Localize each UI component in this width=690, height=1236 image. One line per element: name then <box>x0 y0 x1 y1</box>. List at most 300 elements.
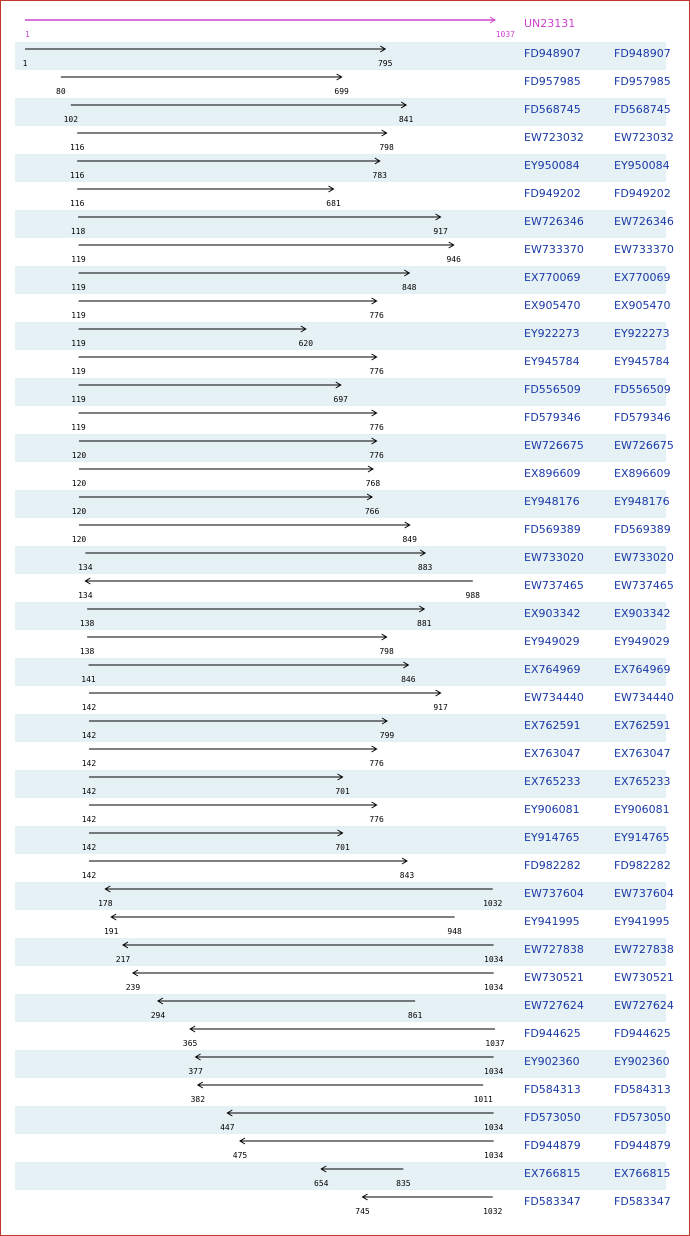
alignment-row <box>15 1050 670 1078</box>
alignment-id-link-secondary[interactable]: EX766815 <box>614 1167 671 1180</box>
alignment-end-label: 861 <box>407 1011 423 1020</box>
alignment-arrow <box>79 242 454 248</box>
alignment-arrow <box>79 298 377 304</box>
alignment-row <box>15 742 671 770</box>
alignment-track <box>15 1134 515 1162</box>
alignment-end-label: 988 <box>465 591 480 600</box>
alignment-row <box>15 210 674 238</box>
alignment-row <box>15 350 670 378</box>
alignment-row <box>15 1022 671 1050</box>
alignment-start-label: 178 <box>98 899 113 908</box>
alignment-row <box>15 462 671 490</box>
alignment-track <box>15 826 515 854</box>
alignment-track <box>15 742 515 770</box>
alignment-end-label: 881 <box>417 619 432 628</box>
alignment-id-link[interactable]: EX765233 <box>524 775 581 788</box>
alignment-id-link-secondary[interactable]: FD569389 <box>614 523 671 536</box>
alignment-track <box>15 462 515 490</box>
alignment-id-link[interactable]: EY949029 <box>524 635 580 648</box>
alignment-id-link-secondary[interactable]: FD944879 <box>614 1139 671 1152</box>
alignment-row <box>15 630 670 658</box>
alignment-row <box>15 574 674 602</box>
alignment-track <box>15 966 515 994</box>
alignment-id-link[interactable]: EY914765 <box>524 831 580 844</box>
alignment-id-link-secondary[interactable]: FD584313 <box>614 1083 671 1096</box>
alignment-end-label: 798 <box>379 647 394 656</box>
alignment-end-label: 1032 <box>483 1207 503 1216</box>
alignment-start-label: 138 <box>79 619 95 628</box>
alignment-id-link-secondary[interactable]: EW723032 <box>614 131 674 144</box>
alignment-id-link[interactable]: EY906081 <box>524 803 580 816</box>
alignment-id-link-secondary[interactable]: FD573050 <box>614 1111 671 1124</box>
alignment-start-label: 120 <box>71 535 87 544</box>
alignment-start-label: 382 <box>190 1095 206 1104</box>
alignment-track <box>15 378 515 406</box>
alignment-id-link-secondary[interactable]: EX770069 <box>614 271 671 284</box>
alignment-arrow <box>77 158 380 164</box>
alignment-id-link-secondary[interactable]: EW727624 <box>614 999 674 1012</box>
alignment-end-label: 795 <box>377 59 393 68</box>
alignment-start-label: 80 <box>56 87 66 96</box>
alignment-end-label: 699 <box>334 87 349 96</box>
alignment-row <box>15 994 674 1022</box>
alignment-start-label: 217 <box>115 955 131 964</box>
alignment-arrow <box>85 578 472 584</box>
alignment-row <box>15 490 670 518</box>
alignment-arrow <box>321 1166 403 1172</box>
alignment-end-label: 846 <box>401 675 416 684</box>
alignment-track <box>15 1190 515 1218</box>
alignment-start-label: 191 <box>103 927 119 936</box>
alignment-id-link-secondary[interactable]: EY950084 <box>614 159 670 172</box>
alignment-end-label: 1037 <box>485 1039 505 1048</box>
alignment-track <box>15 294 515 322</box>
alignment-start-label: 119 <box>71 255 86 264</box>
alignment-row <box>15 882 674 910</box>
alignment-track <box>15 238 515 266</box>
alignment-arrow <box>79 410 377 416</box>
alignment-arrow <box>89 718 387 724</box>
alignment-id-link-secondary[interactable]: EX765233 <box>614 775 671 788</box>
alignment-id-link-secondary[interactable]: EX763047 <box>614 747 671 760</box>
alignment-id-link-secondary[interactable]: FD982282 <box>614 859 671 872</box>
alignment-arrow <box>158 998 415 1004</box>
alignment-id-link[interactable]: EY922273 <box>524 327 580 340</box>
alignment-start-label: 134 <box>78 591 93 600</box>
alignment-id-link[interactable]: EW733020 <box>524 551 584 564</box>
alignment-start-label: 745 <box>355 1207 370 1216</box>
alignment-start-label: 142 <box>81 731 97 740</box>
alignment-id-link[interactable]: EX903342 <box>524 607 581 620</box>
alignment-arrow <box>363 1194 493 1200</box>
alignment-id-link[interactable]: EW737465 <box>524 579 584 592</box>
alignment-id-link-secondary[interactable]: EY906081 <box>614 803 670 816</box>
alignment-id-link[interactable]: EW727838 <box>524 943 584 956</box>
alignment-arrow <box>123 942 494 948</box>
alignment-row <box>15 854 671 882</box>
reference-track <box>0 0 520 42</box>
alignment-row <box>15 1190 671 1218</box>
alignment-track <box>15 434 515 462</box>
alignment-track <box>15 42 515 70</box>
alignment-start-label: 120 <box>71 479 87 488</box>
alignment-track <box>15 1022 515 1050</box>
alignment-track <box>15 1078 515 1106</box>
alignment-start-label: 120 <box>71 507 87 516</box>
alignment-id-link[interactable]: EW733370 <box>524 243 584 256</box>
alignment-row <box>15 322 670 350</box>
alignment-arrow <box>61 74 342 80</box>
alignment-id-link[interactable]: EX770069 <box>524 271 581 284</box>
alignment-row <box>15 770 671 798</box>
alignment-id-link-secondary[interactable]: FD948907 <box>614 47 671 60</box>
alignment-row <box>15 126 674 154</box>
alignment-id-link[interactable]: EX762591 <box>524 719 581 732</box>
alignment-track <box>15 210 515 238</box>
alignment-id-link-secondary[interactable]: EY945784 <box>614 355 670 368</box>
alignment-end-label: 783 <box>372 171 387 180</box>
alignment-row <box>15 910 670 938</box>
alignment-track <box>15 714 515 742</box>
alignment-end-label: 946 <box>446 255 461 264</box>
alignment-end-label: 768 <box>365 479 381 488</box>
alignment-row <box>15 798 670 826</box>
alignment-arrow <box>89 662 409 668</box>
alignment-start-label: 119 <box>71 339 86 348</box>
alignment-id-link-secondary[interactable]: FD944625 <box>614 1027 671 1040</box>
alignment-end-label: 1034 <box>484 983 504 992</box>
alignment-track <box>15 1050 515 1078</box>
alignment-start-label: 142 <box>81 703 97 712</box>
alignment-end-label: 835 <box>396 1179 411 1188</box>
alignment-arrow <box>79 494 372 500</box>
reference-id[interactable]: UN23131 <box>524 17 576 30</box>
alignment-track <box>15 490 515 518</box>
alignment-id-link[interactable]: EX763047 <box>524 747 581 760</box>
alignment-start-label: 118 <box>70 227 86 236</box>
alignment-track <box>15 686 515 714</box>
alignment-track <box>15 602 515 630</box>
alignment-id-link-secondary[interactable]: FD568745 <box>614 103 671 116</box>
alignment-row <box>15 1162 671 1190</box>
alignment-track <box>15 98 515 126</box>
alignment-arrow <box>87 606 424 612</box>
alignment-row <box>15 70 671 98</box>
alignment-id-link[interactable]: EW737604 <box>524 887 584 900</box>
alignment-arrow <box>79 270 410 276</box>
alignment-row <box>15 182 671 210</box>
alignment-id-link[interactable]: EW730521 <box>524 971 584 984</box>
alignment-row <box>15 1106 671 1134</box>
alignment-end-label: 776 <box>369 815 384 824</box>
alignment-row <box>15 378 671 406</box>
alignment-id-link[interactable]: FD556509 <box>524 383 581 396</box>
alignment-track <box>15 518 515 546</box>
alignment-end-label: 776 <box>369 367 384 376</box>
alignment-row <box>15 1078 671 1106</box>
alignment-id-link[interactable]: FD583347 <box>524 1195 581 1208</box>
alignment-arrow <box>87 634 386 640</box>
alignment-id-link-secondary[interactable]: EX762591 <box>614 719 671 732</box>
alignment-track <box>15 994 515 1022</box>
alignment-end-label: 766 <box>364 507 380 516</box>
alignment-id-link-secondary[interactable]: EW737465 <box>614 579 674 592</box>
alignment-id-link[interactable]: EW734440 <box>524 691 584 704</box>
alignment-track <box>15 938 515 966</box>
alignment-arrow <box>79 382 341 388</box>
alignment-end-label: 841 <box>398 115 414 124</box>
alignment-start-label: 1 <box>22 59 28 68</box>
alignment-id-link-secondary[interactable]: FD579346 <box>614 411 671 424</box>
alignment-track <box>15 770 515 798</box>
alignment-arrow <box>227 1110 493 1116</box>
alignment-end-label: 1032 <box>483 899 503 908</box>
alignment-row <box>15 546 674 574</box>
alignment-id-link[interactable]: EW727624 <box>524 999 584 1012</box>
alignment-track <box>15 322 515 350</box>
alignment-end-label: 917 <box>433 703 448 712</box>
alignment-track <box>15 266 515 294</box>
alignment-track <box>15 910 515 938</box>
alignment-id-link[interactable]: FD568745 <box>524 103 581 116</box>
alignment-end-label: 776 <box>369 311 384 320</box>
alignment-row <box>15 714 671 742</box>
alignment-start-label: 116 <box>69 171 85 180</box>
alignment-end-label: 701 <box>335 787 350 796</box>
alignment-track <box>15 126 515 154</box>
alignment-id-link[interactable]: FD573050 <box>524 1111 581 1124</box>
alignment-arrow <box>79 438 377 444</box>
alignment-arrow <box>198 1082 483 1088</box>
alignment-start-label: 116 <box>69 199 85 208</box>
alignment-row <box>15 686 674 714</box>
alignment-id-link-secondary[interactable]: EY922273 <box>614 327 670 340</box>
alignment-end-label: 776 <box>369 451 384 460</box>
alignment-start-label: 142 <box>81 759 97 768</box>
reference-start-label: 1 <box>25 30 30 39</box>
alignment-track <box>15 798 515 826</box>
alignment-end-label: 701 <box>335 843 350 852</box>
alignment-track <box>15 1106 515 1134</box>
alignment-start-label: 142 <box>81 815 97 824</box>
alignment-arrow <box>79 522 410 528</box>
alignment-start-label: 119 <box>71 395 86 404</box>
alignment-id-link-secondary[interactable]: EX903342 <box>614 607 671 620</box>
alignment-row <box>15 434 674 462</box>
alignment-start-label: 116 <box>69 143 85 152</box>
reference-arrow <box>25 17 495 23</box>
alignment-row <box>15 518 671 546</box>
alignment-end-label: 620 <box>298 339 314 348</box>
alignment-start-label: 134 <box>78 563 93 572</box>
alignment-end-label: 798 <box>379 143 394 152</box>
alignment-end-label: 1034 <box>484 955 504 964</box>
alignment-track <box>15 154 515 182</box>
alignment-id-link[interactable]: FD948907 <box>524 47 581 60</box>
alignment-track <box>15 1162 515 1190</box>
alignment-row <box>15 406 671 434</box>
alignment-arrow <box>111 914 454 920</box>
alignment-row <box>15 238 674 266</box>
alignment-row <box>15 294 671 322</box>
alignment-track <box>15 70 515 98</box>
alignment-end-label: 883 <box>417 563 433 572</box>
alignment-start-label: 654 <box>314 1179 329 1188</box>
alignment-track <box>15 350 515 378</box>
alignment-start-label: 119 <box>71 367 86 376</box>
alignment-id-link-secondary[interactable]: FD556509 <box>614 383 671 396</box>
alignment-id-link[interactable]: EW726675 <box>524 439 584 452</box>
alignment-end-label: 697 <box>333 395 348 404</box>
alignment-start-label: 119 <box>71 423 86 432</box>
alignment-id-link-secondary[interactable]: EW734440 <box>614 691 674 704</box>
alignment-id-link[interactable]: EY945784 <box>524 355 580 368</box>
alignment-arrow <box>79 326 306 332</box>
alignment-end-label: 776 <box>369 759 384 768</box>
alignment-end-label: 776 <box>369 423 384 432</box>
alignment-row <box>15 42 671 70</box>
alignment-arrow <box>196 1054 494 1060</box>
alignment-arrow <box>133 970 494 976</box>
alignment-id-link[interactable]: EY948176 <box>524 495 580 508</box>
alignment-arrow <box>79 466 373 472</box>
alignment-id-link[interactable]: FD957985 <box>524 75 581 88</box>
alignment-start-label: 142 <box>81 871 97 880</box>
alignment-id-link-secondary[interactable]: EW730521 <box>614 971 674 984</box>
alignment-id-link[interactable]: EW726346 <box>524 215 584 228</box>
alignment-arrow <box>77 186 333 192</box>
alignment-row <box>15 658 671 686</box>
alignment-start-label: 447 <box>220 1123 235 1132</box>
alignment-start-label: 294 <box>150 1011 166 1020</box>
alignment-start-label: 119 <box>71 283 86 292</box>
alignment-id-link[interactable]: FD569389 <box>524 523 581 536</box>
alignment-arrow <box>89 830 343 836</box>
alignment-start-label: 142 <box>81 787 97 796</box>
alignment-id-link-secondary[interactable]: EX896609 <box>614 467 671 480</box>
alignment-id-link-secondary[interactable]: FD949202 <box>614 187 671 200</box>
alignment-id-link-secondary[interactable]: EX764969 <box>614 663 671 676</box>
alignment-id-link-secondary[interactable]: EW727838 <box>614 943 674 956</box>
alignment-track <box>15 574 515 602</box>
alignment-id-link-secondary[interactable]: EW733020 <box>614 551 674 564</box>
alignment-arrow <box>78 214 440 220</box>
alignment-id-link-secondary[interactable]: EW726346 <box>614 215 674 228</box>
alignment-id-link[interactable]: EX896609 <box>524 467 581 480</box>
alignment-arrow <box>79 354 377 360</box>
alignment-arrow <box>89 802 377 808</box>
alignment-row <box>15 266 671 294</box>
alignment-end-label: 1034 <box>484 1067 504 1076</box>
alignment-arrow <box>105 886 492 892</box>
alignment-arrow <box>240 1138 494 1144</box>
alignment-track <box>15 658 515 686</box>
alignment-id-link[interactable]: FD584313 <box>524 1083 581 1096</box>
alignment-id-link[interactable]: EW723032 <box>524 131 584 144</box>
alignment-end-label: 917 <box>433 227 448 236</box>
alignment-arrow <box>89 746 377 752</box>
alignment-row <box>15 938 674 966</box>
alignment-end-label: 799 <box>379 731 395 740</box>
alignment-id-link-secondary[interactable]: FD957985 <box>614 75 671 88</box>
alignment-track <box>15 882 515 910</box>
alignment-id-link[interactable]: EX905470 <box>524 299 581 312</box>
alignment-row <box>15 966 674 994</box>
alignment-arrow <box>25 46 385 52</box>
alignment-row <box>15 154 670 182</box>
alignment-id-link[interactable]: EY950084 <box>524 159 580 172</box>
alignment-end-label: 843 <box>399 871 415 880</box>
alignment-id-link-secondary[interactable]: EY949029 <box>614 635 670 648</box>
alignment-arrow <box>89 690 441 696</box>
alignment-row <box>15 826 670 854</box>
alignment-id-link[interactable]: EX764969 <box>524 663 581 676</box>
alignment-start-label: 377 <box>188 1067 203 1076</box>
alignment-end-label: 848 <box>402 283 417 292</box>
alignment-end-label: 1034 <box>484 1123 504 1132</box>
alignment-id-link[interactable]: FD579346 <box>524 411 581 424</box>
reference-end-label: 1037 <box>495 30 515 39</box>
alignment-start-label: 119 <box>71 311 86 320</box>
alignment-start-label: 142 <box>81 843 97 852</box>
alignment-row <box>15 1134 671 1162</box>
alignment-id-link[interactable]: FD982282 <box>524 859 581 872</box>
alignment-list <box>15 42 674 1218</box>
alignment-id-link-secondary[interactable]: FD583347 <box>614 1195 671 1208</box>
alignment-arrow <box>71 102 406 108</box>
alignment-arrow <box>89 774 343 780</box>
alignment-start-label: 138 <box>79 647 95 656</box>
alignment-arrow <box>85 550 425 556</box>
alignment-id-link-secondary[interactable]: EW737604 <box>614 887 674 900</box>
alignment-id-link[interactable]: EY902360 <box>524 1055 580 1068</box>
alignment-arrow <box>89 858 407 864</box>
alignment-id-link-secondary[interactable]: EY902360 <box>614 1055 670 1068</box>
alignment-id-link[interactable]: FD949202 <box>524 187 581 200</box>
alignment-track <box>15 630 515 658</box>
alignment-end-label: 849 <box>402 535 417 544</box>
alignment-end-label: 948 <box>447 927 462 936</box>
alignment-arrow <box>190 1026 495 1032</box>
alignment-track <box>15 546 515 574</box>
alignment-id-link[interactable]: EY941995 <box>524 915 580 928</box>
alignment-track <box>15 182 515 210</box>
alignment-id-link[interactable]: FD944879 <box>524 1139 581 1152</box>
alignment-start-label: 120 <box>71 451 87 460</box>
alignment-start-label: 475 <box>232 1151 248 1160</box>
alignment-row <box>15 602 671 630</box>
alignment-id-link-secondary[interactable]: EY948176 <box>614 495 670 508</box>
alignment-end-label: 1011 <box>473 1095 493 1104</box>
alignment-start-label: 365 <box>182 1039 198 1048</box>
alignment-id-link-secondary[interactable]: EY941995 <box>614 915 670 928</box>
alignment-id-link-secondary[interactable]: EY914765 <box>614 831 670 844</box>
alignment-end-label: 681 <box>326 199 341 208</box>
alignment-id-link[interactable]: EX766815 <box>524 1167 581 1180</box>
alignment-start-label: 141 <box>81 675 96 684</box>
alignment-row <box>15 98 671 126</box>
alignment-id-link-secondary[interactable]: EW726675 <box>614 439 674 452</box>
alignment-arrow <box>77 130 386 136</box>
alignment-track <box>15 854 515 882</box>
alignment-end-label: 1034 <box>484 1151 504 1160</box>
alignment-id-link-secondary[interactable]: EW733370 <box>614 243 674 256</box>
alignment-start-label: 102 <box>63 115 79 124</box>
alignment-start-label: 239 <box>125 983 141 992</box>
alignment-id-link[interactable]: FD944625 <box>524 1027 581 1040</box>
alignment-id-link-secondary[interactable]: EX905470 <box>614 299 671 312</box>
alignment-track <box>15 406 515 434</box>
